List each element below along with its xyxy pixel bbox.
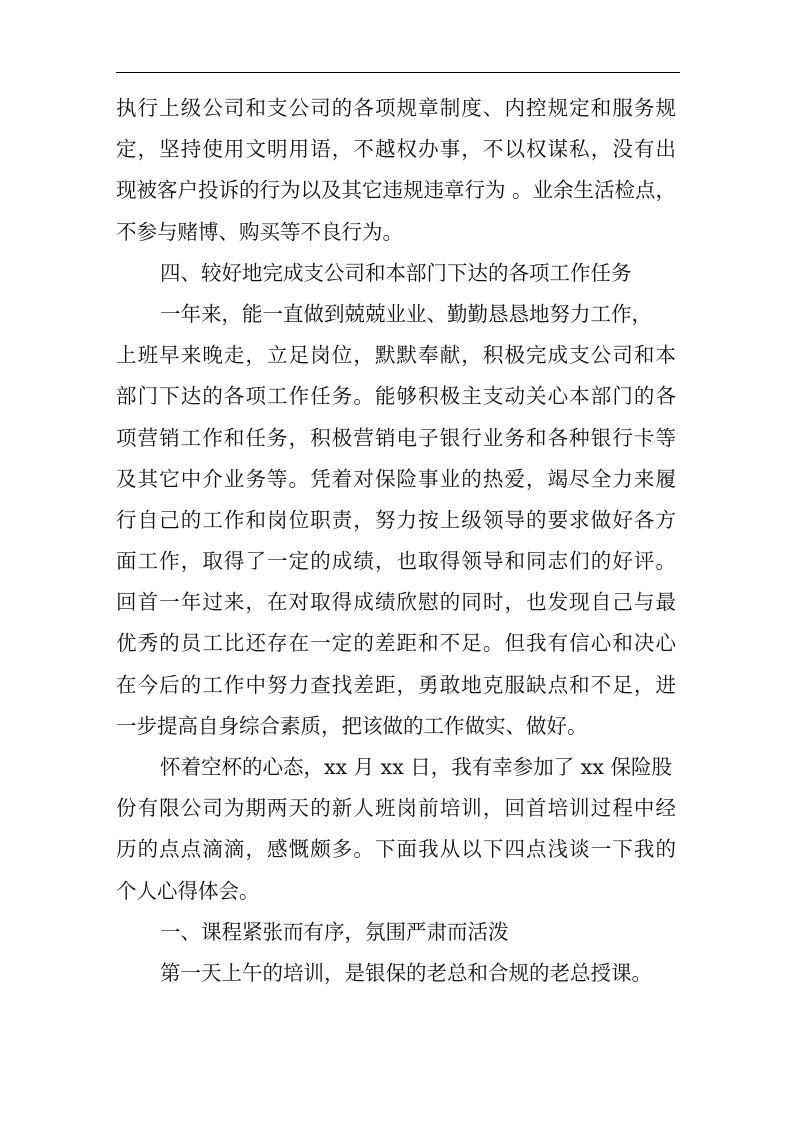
text-line: 项营销工作和任务，积极营销电子银行业务和各种银行卡等 xyxy=(116,425,676,450)
text-line: 定，坚持使用文明用语，不越权办事，不以权谋私，没有出 xyxy=(116,137,676,162)
text-line: 在今后的工作中努力查找差距，勇敢地克服缺点和不足，进 xyxy=(116,672,676,697)
text-line: 一年来，能一直做到兢兢业业、勤勤恳恳地努力工作， xyxy=(160,301,652,326)
text-line: 第一天上午的培训，是银保的老总和合规的老总授课。 xyxy=(160,960,652,985)
text-line: 及其它中介业务等。凭着对保险事业的热爱，竭尽全力来履 xyxy=(116,466,676,491)
text-line: 上班早来晚走，立足岗位，默默奉献，积极完成支公司和本 xyxy=(116,343,676,368)
text-line: 一步提高自身综合素质，把该做的工作做实、做好。 xyxy=(116,713,588,738)
text-line: 现被客户投诉的行为以及其它违规违章行为 。业余生活检点， xyxy=(116,178,677,203)
document-body xyxy=(116,88,676,994)
text-line: 行自己的工作和岗位职责，努力按上级领导的要求做好各方 xyxy=(116,507,676,532)
text-line: 份有限公司为期两天的新人班岗前培训，回首培训过程中经 xyxy=(116,796,676,821)
section-heading: 四、较好地完成支公司和本部门下达的各项工作任务 xyxy=(160,260,632,285)
text-line: 面工作，取得了一定的成绩，也取得领导和同志们的好评。 xyxy=(116,549,676,574)
text-line: 回首一年过来，在对取得成绩欣慰的同时，也发现自己与最 xyxy=(116,590,676,615)
text-line: 不参与赌博、购买等不良行为。 xyxy=(116,219,403,244)
section-heading: 一、课程紧张而有序，氛围严肃而活泼 xyxy=(160,919,509,944)
text-line: 个人心得体会。 xyxy=(116,878,260,903)
text-line: 怀着空杯的心态，xx 月 xx 日，我有幸参加了 xx 保险股 xyxy=(160,755,672,779)
text-line: 优秀的员工比还存在一定的差距和不足。但我有信心和决心 xyxy=(116,631,676,656)
text-line: 执行上级公司和支公司的各项规章制度、内控规定和服务规 xyxy=(116,96,676,120)
text-line: 历的点点滴滴，感慨颇多。下面我从以下四点浅谈一下我的 xyxy=(116,837,676,862)
text-line: 部门下达的各项工作任务。能够积极主支动关心本部门的各 xyxy=(116,384,676,409)
header-divider xyxy=(116,72,680,73)
